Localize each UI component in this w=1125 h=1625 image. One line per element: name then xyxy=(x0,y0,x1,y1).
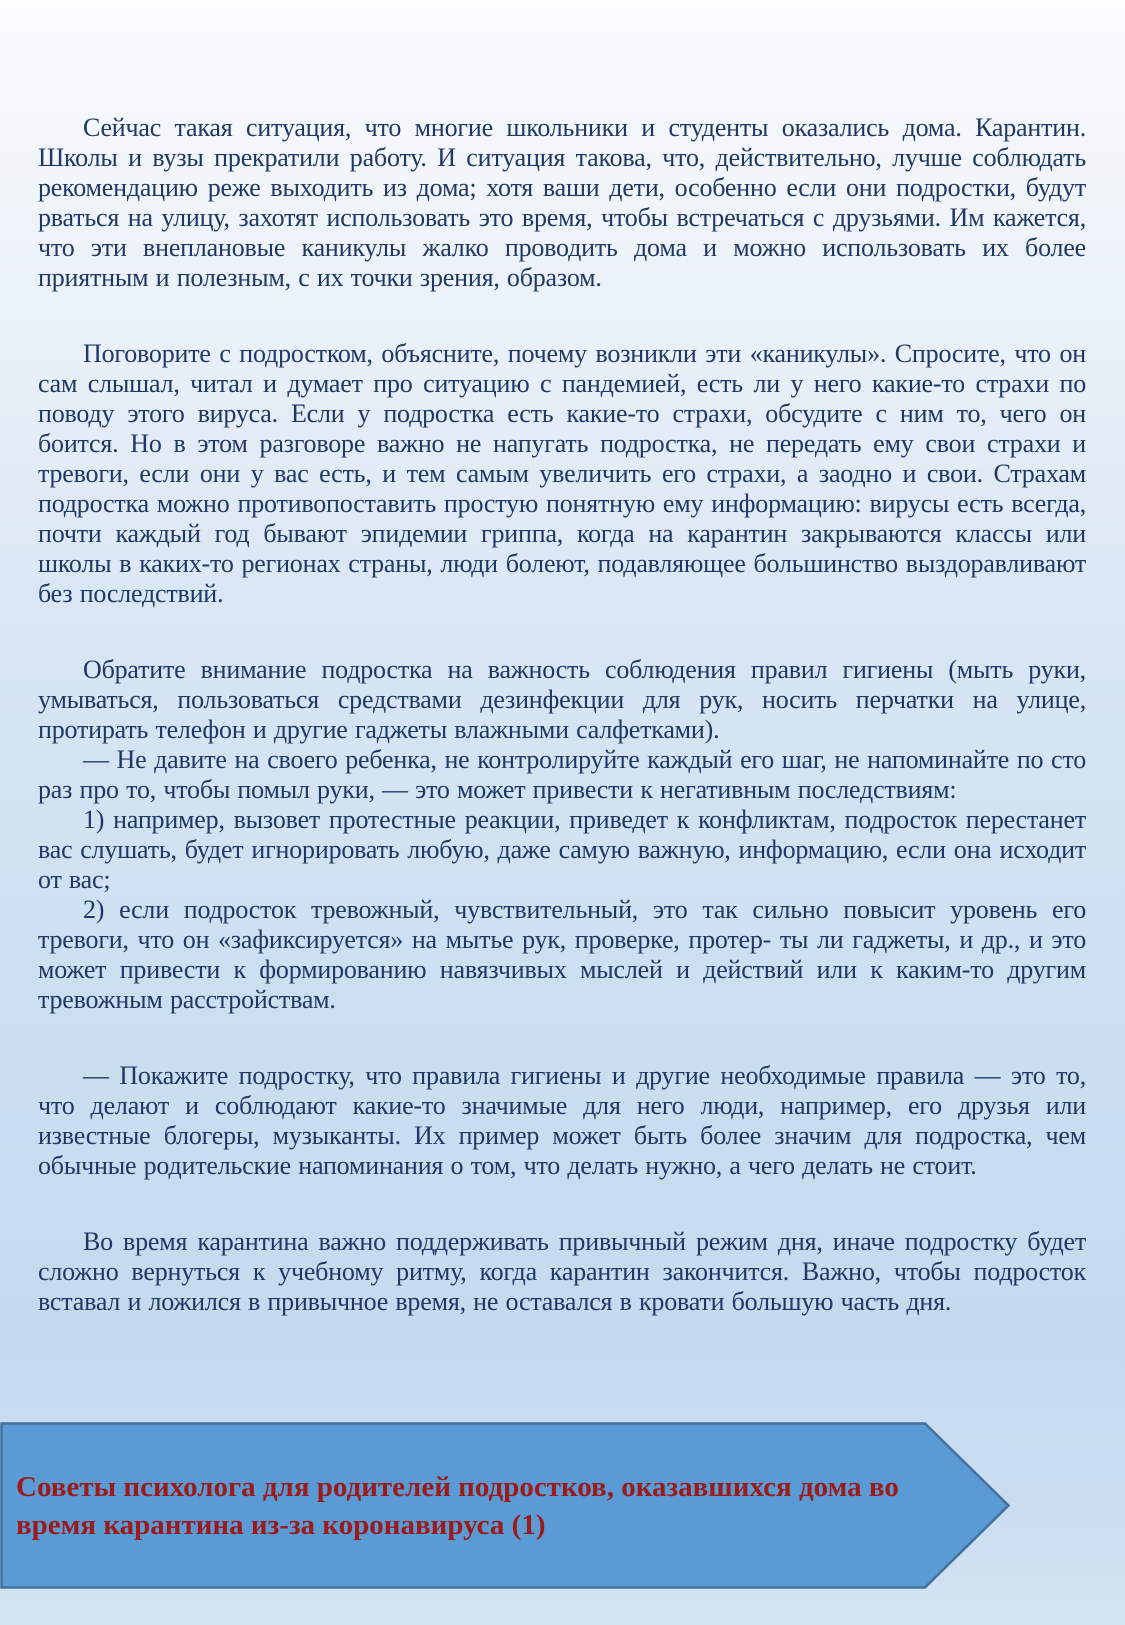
paragraph-daily-routine: Во время карантина важно поддерживать привычный режим дня, иначе подростку будет сложно вернуться к учебному ритму, когда карантин закончится. Важно, чтобы подросток вставал и ложился в привычное время, не оставался в кровати большую часть дня. xyxy=(38,1227,1086,1316)
paragraph-role-models: — Покажите подростку, что правила гигиены и другие необходимые правила — это то, что делают и соблюдают какие-то значимые для него люди, например, его друзья или известные блогеры, музыканты. Их пример может быть более значим для подростка, чем обычные родительские напоминания о том, что делать нужно, а чего делать не стоит. xyxy=(38,1061,1086,1180)
body-text xyxy=(38,113,1086,1317)
paragraph-hygiene: Обратите внимание подростка на важность соблюдения правил гигиены (мыть руки, умываться, пользоваться средствами дезинфекции для рук, носить перчатки на улице, протирать телефон и другие гаджеты влажными салфетками). xyxy=(38,655,1086,744)
paragraph-talk: Поговорите с подростком, объясните, почему возникли эти «каникулы». Спросите, что он сам слышал, читал и думает про ситуацию с пандемией, есть ли у него какие-то страхи по поводу этого вируса. Если у подростка есть какие-то страхи, обсудите с ним то, чего он боится. Но в этом разговоре важно не напугать подростка, не передать ему свои страхи и тревоги, если они у вас есть, и тем самым увеличить его страхи, а заодно и свои. Страхам подростка можно противопоставить простую понятную ему информацию: вирусы есть всегда, почти каждый год бывают эпидемии гриппа, когда на карантин закрываются классы или школы в каких-то регионах страны, люди болеют, подавляющее большинство выздоравливают без последствий. xyxy=(38,339,1086,608)
paragraph-intro: Сейчас такая ситуация, что многие школьники и студенты оказались дома. Карантин. Школы и вузы прекратили работу. И ситуация такова, что, действительно, лучше соблюдать рекомендацию реже выходить из дома; хотя ваши дети, особенно если они подростки, будут рваться на улицу, захотят использовать это время, чтобы встречаться с друзьями. Им кажется, что эти внеплановые каникулы жалко проводить дома и можно использовать их более приятным и полезным, с их точки зрения, образом. xyxy=(38,113,1086,292)
paragraph-dont-pressure: — Не давите на своего ребенка, не контролируйте каждый его шаг, не напоминайте по сто раз про то, чтобы помыл руки, — это может привести к негативным последствиям: xyxy=(38,745,1086,804)
banner-title: Советы психолога для родителей подростков, оказавшихся дома во время карантина из-за коронавируса (1) xyxy=(16,1470,899,1541)
paragraph-consequence-2: 2) если подросток тревожный, чувствительный, это так сильно повысит уровень его тревоги, что он «зафиксируется» на мытье рук, проверке, протер- ты ли гаджеты, и др., и это может привести к формированию навязчивых мыслей и действий или к каким-то другим тревожным расстройствам. xyxy=(38,895,1086,1014)
title-banner xyxy=(0,1422,1012,1589)
paragraph-consequence-1: 1) например, вызовет протестные реакции, приведет к конфликтам, подросток перестанет вас слушать, будет игнорировать любую, даже самую важную, информацию, если она исходит от вас; xyxy=(38,805,1086,894)
